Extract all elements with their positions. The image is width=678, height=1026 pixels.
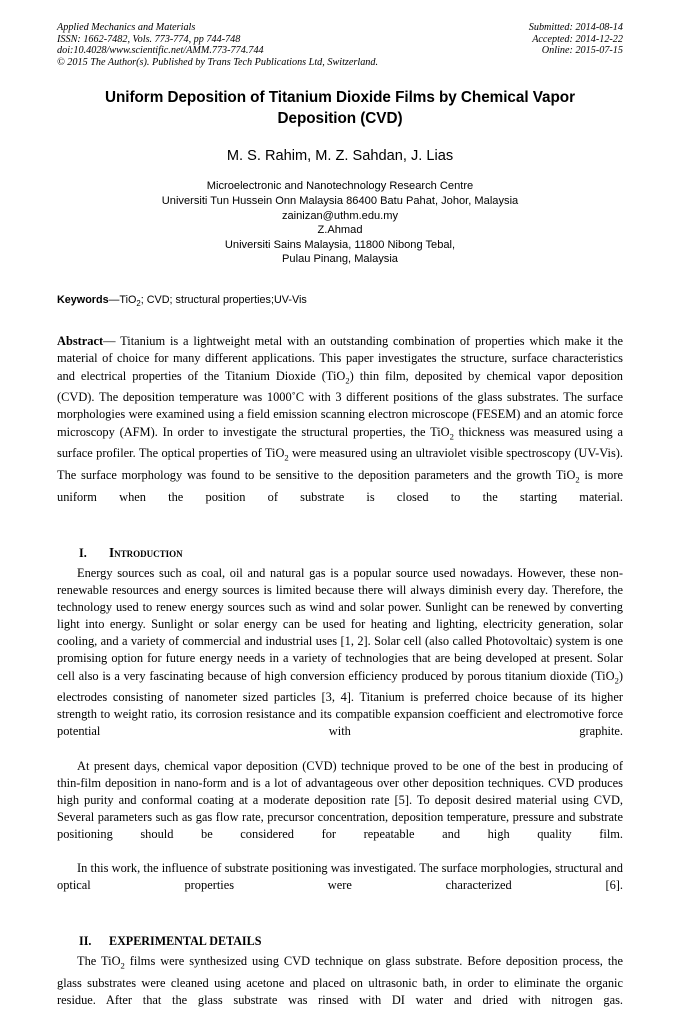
section-heading-experimental-details	[57, 933, 623, 949]
title-block	[57, 88, 623, 267]
journal-header	[57, 22, 623, 68]
section-heading-introduction	[57, 545, 623, 561]
section-title-2: EXPERIMENTAL DETAILS	[109, 934, 262, 949]
paragraph-intro-3: In this work, the influence of substrate positioning was investigated. The surface morphologies, structural and optical properties were characterized [6].	[57, 861, 623, 893]
affiliation-block	[57, 179, 623, 267]
author-list: M. S. Rahim, M. Z. Sahdan, J. Lias	[226, 148, 454, 165]
keywords-subscript: 2	[136, 299, 141, 309]
abstract-sub-1: 2	[345, 374, 350, 385]
page-title: Uniform Deposition of Titanium Dioxide Films by Chemical Vapor Deposition (CVD)	[104, 89, 576, 127]
keywords-text-b: ; CVD; structural properties;UV-Vis	[140, 293, 307, 306]
paragraph-intro-2: At present days, chemical vapor deposition (CVD) technique proved to be one of the best in producing of thin-film deposition in nano-form and is a lot of advantageous over other deposition techniques. CVD produces high purity and conformal coating at a moderate deposition rate [5]. To deposit desired material using CVD, Several parameters such as gas flow rate, precursor concentration, deposition temperature, pressure and substrate positioning should be considered for repeatable and high quality film.	[57, 758, 623, 841]
abstract-text-1: Titanium is a lightweight metal with an outstanding combination of properties which make it the material of choice for many different applications. This paper investigates the structure, surface characteristics and electrical properties of the Titanium Dioxide (TiO	[57, 334, 624, 383]
keywords-dash: —	[108, 293, 120, 306]
abstract-text-4: were measured using an ultraviolet visible spectroscopy (UV-Vis). The surface morphology was found to be sensitive to the deposition parameters and the growth TiO	[57, 446, 624, 482]
paragraph-intro-1-sub: 2	[614, 675, 619, 686]
section-title-1: Introduction	[109, 545, 183, 560]
journal-doi: doi:10.4028/www.scientific.net/AMM.773-774.744	[57, 45, 264, 57]
date-submitted: Submitted: 2014-08-14	[528, 22, 623, 33]
keywords-label: Keywords	[57, 293, 109, 306]
abstract-sub-3: 2	[284, 452, 289, 463]
date-online: Online: 2015-07-15	[541, 45, 623, 57]
affiliation-line-1: Microelectronic and Nanotechnology Research Centre	[206, 180, 474, 193]
abstract-sub-2: 2	[449, 431, 454, 442]
keywords-line	[57, 293, 623, 311]
affiliation-line-2: Universiti Tun Hussein Onn Malaysia 86400 Batu Pahat, Johor, Malaysia	[161, 194, 519, 207]
journal-copyright: © 2015 The Author(s). Published by Trans Tech Publications Ltd, Switzerland.	[57, 56, 379, 68]
journal-issn: ISSN: 1662-7482, Vols. 773-774, pp 744-748	[57, 33, 241, 45]
affiliation-email: zainizan@uthm.edu.my	[281, 209, 399, 222]
journal-name: Applied Mechanics and Materials	[57, 22, 196, 33]
paragraph-intro-1-text-b: ) electrodes consisting of nanometer sized particles [3, 4]. Titanium is preferred choice because of its higher strength to weight ratio, its corrosion resistance and its compatible expansion coefficient and electromotive force potential with graphite.	[57, 668, 623, 739]
section-number-1: I.	[79, 546, 87, 560]
journal-header-right	[529, 22, 623, 57]
abstract-label: Abstract	[57, 334, 104, 349]
paragraph-experimental-1	[57, 953, 623, 1026]
affiliation-line-6: Pulau Pinang, Malaysia	[282, 253, 398, 266]
paragraph-experimental-1-sub: 2	[120, 960, 125, 971]
abstract-dash: —	[103, 334, 121, 349]
paragraph-experimental-1-text-b: films were synthesized using CVD technique on glass substrate. Before deposition process, the glass substrates were cleaned using acetone and placed on ultrasonic bath, in order to eliminate the organic residue. After that the glass substrate was rinsed with DI water and dried with nitrogen gas.	[57, 954, 623, 1007]
abstract-sub-4: 2	[575, 474, 580, 485]
abstract-block	[57, 333, 623, 523]
section-number-2: II.	[79, 934, 92, 949]
abstract-text-3: thickness was measured using a surface profiler. The optical properties of TiO	[57, 424, 623, 461]
abstract-text-5: is more uniform when the position of substrate is closed to the starting material.	[57, 467, 623, 504]
paragraph-experimental-1-text-a: The TiO	[77, 954, 121, 969]
keywords-text-a: TiO	[119, 293, 137, 306]
paragraph-intro-1-text-a: Energy sources such as coal, oil and natural gas is a popular source used nowadays. However, these non-renewable resources and energy sources is limited because there will always diminish every day. Therefore, the technology used to renew energy sources such as wind and solar power. Sunlight can be renewed by converting light into energy. Sunlight or solar energy can be used for heating and lighting, electricity generation, solar cooling, and a variety of commercial and industrial uses [1, 2]. Solar cell (also called Photovoltaic) system is one promising option for future energy needs in a variety of technologies that are being developed at present. Solar cell also is a very fascinating because of high conversion efficiency produced by porous titanium dioxide (TiO	[57, 566, 623, 683]
date-accepted: Accepted: 2014-12-22	[532, 33, 623, 45]
affiliation-line-5: Universiti Sains Malaysia, 11800 Nibong Tebal,	[224, 238, 456, 251]
paragraph-intro-1	[57, 565, 623, 758]
abstract-text-2: ) thin film, deposited by chemical vapor deposition (CVD). The deposition temperature was 1000˚C with 3 different positions of the glass substrates. The surface morphologies were examined using a field emission scanning electron microscope (FESEM) and an atomic force microscopy (AFM). In order to investigate the structural properties, the TiO	[57, 368, 623, 439]
journal-header-left	[57, 22, 378, 68]
affiliation-line-4: Z.Ahmad	[317, 224, 363, 237]
